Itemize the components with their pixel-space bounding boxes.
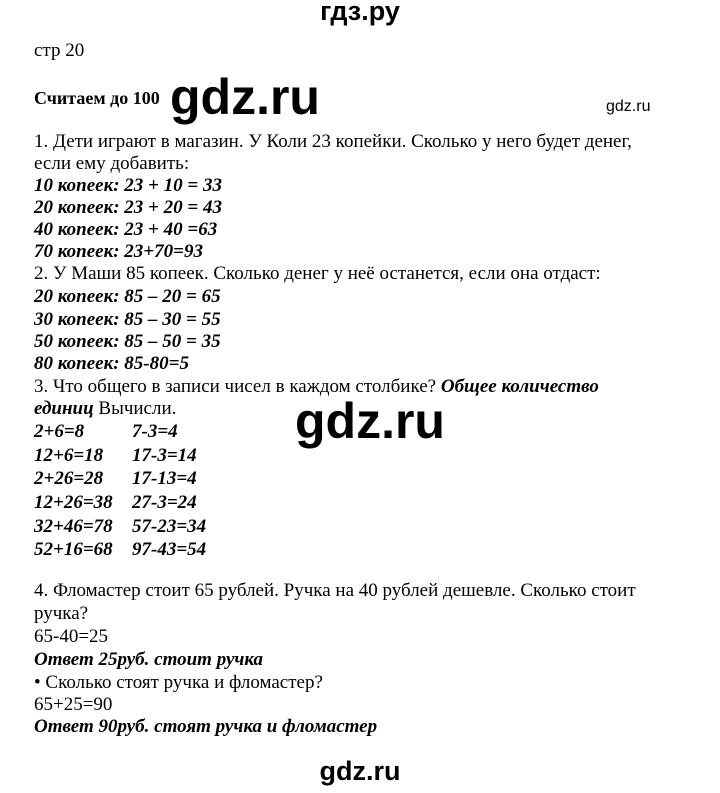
- task4-text: 4. Фломастер стоит 65 рублей. Ручка на 40 рублей дешевле. Сколько стоит: [34, 580, 636, 601]
- task3-cell: 57-23=34: [132, 515, 207, 537]
- task4-calc: 65+25=90: [34, 694, 113, 715]
- task3-cell: 52+16=68: [34, 539, 113, 561]
- task3-answer: единиц: [34, 398, 94, 419]
- task3-row: [34, 467, 206, 491]
- page-label: стр 20: [34, 40, 85, 61]
- task3-question-text: 3. Что общего в записи чисел в каждом столбике?: [34, 376, 441, 397]
- task3-answer: Общее количество: [440, 376, 599, 397]
- task2-text: 2. У Маши 85 копеек. Сколько денег у неё останется, если она отдаст:: [34, 263, 601, 284]
- task1-answer: 40 копеек: 23 + 40 =63: [34, 219, 218, 240]
- task4-text: ручка?: [34, 603, 89, 624]
- task3-columns: [34, 420, 206, 562]
- task4-answer: Ответ 25руб. стоит ручка: [34, 649, 264, 670]
- task2-answer: 30 копеек: 85 – 30 = 55: [34, 309, 221, 330]
- task1-text: 1. Дети играют в магазин. У Коли 23 копейки. Сколько у него будет денег,: [34, 131, 632, 152]
- task1-answer: 10 копеек: 23 + 10 = 33: [34, 175, 222, 196]
- task3-cell: 12+26=38: [34, 492, 113, 514]
- task3-cell: 32+46=78: [34, 515, 113, 537]
- task3-cell: 12+6=18: [34, 444, 104, 466]
- task3-cell: 17-13=4: [132, 468, 197, 490]
- task3-cell: 17-3=14: [132, 444, 197, 466]
- page-heading: Считаем до 100: [34, 88, 160, 108]
- task3-question: [34, 376, 599, 398]
- task3-cell: 27-3=24: [132, 492, 197, 514]
- task3-cell: 2+26=28: [34, 468, 104, 490]
- task3-instruction: Вычисли.: [93, 398, 177, 419]
- task4-calc: 65-40=25: [34, 626, 109, 647]
- task1-answer: 20 копеек: 23 + 20 = 43: [34, 197, 222, 218]
- task1-text: если ему добавить:: [34, 153, 190, 174]
- task3-cell: 2+6=8: [34, 421, 85, 442]
- task2-answer: 80 копеек: 85-80=5: [34, 353, 189, 374]
- task4-answer: Ответ 90руб. стоят ручка и фломастер: [34, 716, 378, 737]
- watermark-bottom: gdz.ru: [319, 756, 401, 786]
- watermark-large: gdz.ru: [170, 69, 320, 125]
- watermark-large: gdz.ru: [295, 393, 445, 449]
- task3-cell: 7-3=4: [132, 421, 178, 442]
- task3-cell: 97-43=54: [132, 539, 207, 561]
- task3-row: [34, 538, 206, 562]
- watermark-small: gdz.ru: [606, 98, 651, 115]
- task3-row: [34, 420, 206, 444]
- task2-answer: 50 копеек: 85 – 50 = 35: [34, 331, 221, 352]
- task4-subquestion: • Сколько стоят ручка и фломастер?: [34, 672, 323, 693]
- watermark-top: гдз.ру: [320, 0, 400, 26]
- task2-answer: 20 копеек: 85 – 20 = 65: [34, 286, 221, 307]
- task3-row: [34, 491, 206, 515]
- task1-answer: 70 копеек: 23+70=93: [34, 241, 203, 262]
- task3-question-cont: [34, 398, 176, 420]
- task3-row: [34, 444, 206, 468]
- task3-row: [34, 515, 206, 539]
